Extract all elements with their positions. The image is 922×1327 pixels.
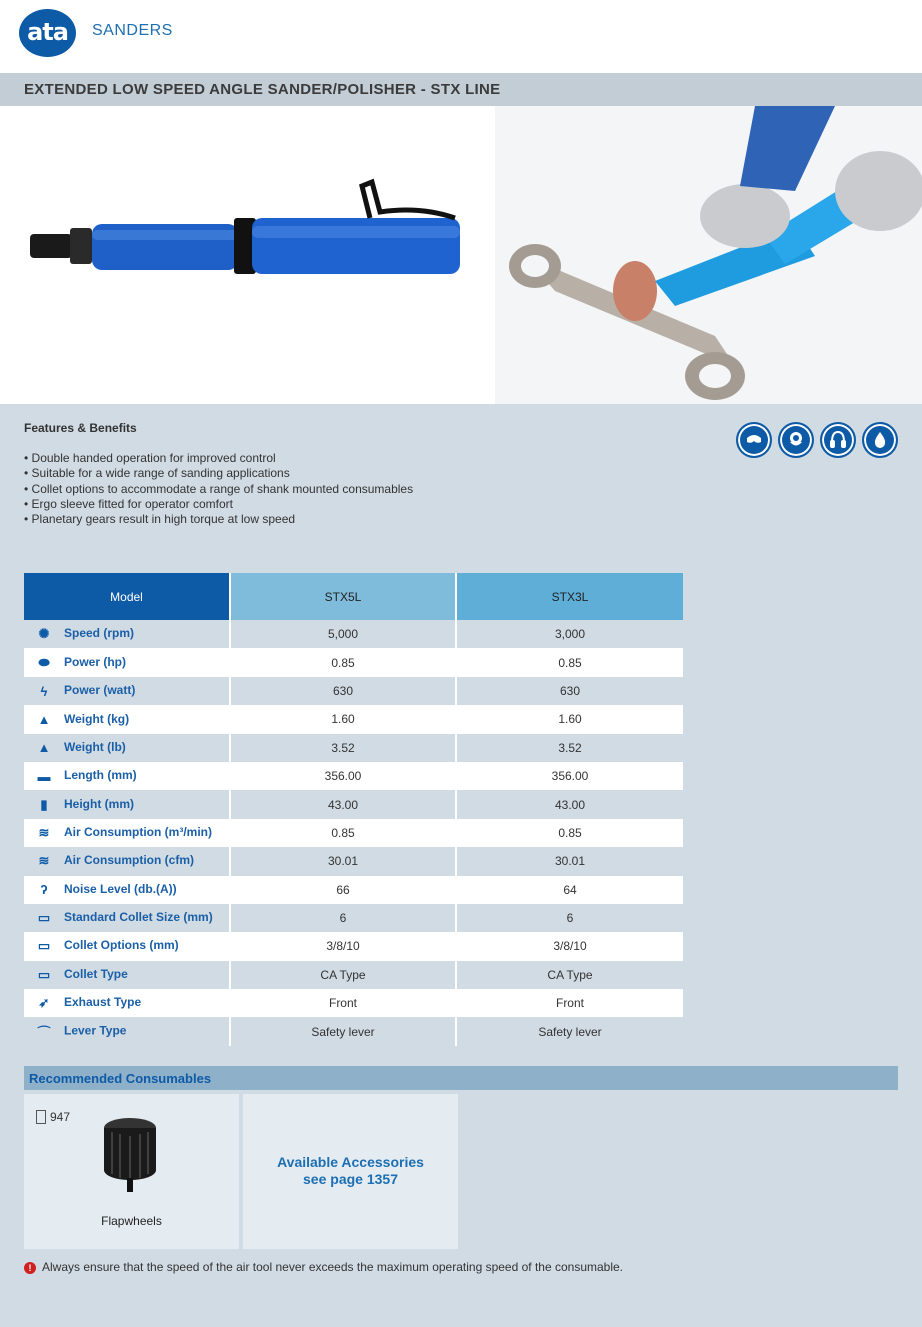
cell-stx3l: Front: [457, 989, 683, 1017]
table-row: [24, 932, 683, 960]
ear-protection-icon: [820, 422, 856, 458]
row-label: Power (hp): [64, 654, 126, 669]
cell-stx3l: 0.85: [457, 819, 683, 847]
row-label: Speed (rpm): [64, 626, 135, 641]
cell-stx3l: 356.00: [457, 762, 683, 790]
feature-item: • Suitable for a wide range of sanding applications: [24, 466, 413, 481]
lever-icon: ⌒: [37, 1025, 51, 1041]
speed-icon: ✺: [38, 626, 50, 642]
table-row: [24, 762, 683, 790]
tool-highlight: [92, 230, 238, 240]
flapwheels-label: Flapwheels: [101, 1214, 162, 1228]
cell-stx3l: Safety lever: [457, 1017, 683, 1045]
tool-collet: [30, 234, 72, 258]
length-icon: ▬: [37, 768, 51, 784]
consumables-title: Recommended Consumables: [29, 1071, 212, 1086]
warning-icon: !: [24, 1262, 36, 1274]
cell-stx5l: 0.85: [231, 648, 457, 676]
table-row: [24, 677, 683, 705]
tool-lever: [362, 182, 455, 218]
row-label: Noise Level (db.(A)): [64, 882, 177, 897]
table-row: [24, 819, 683, 847]
accessories-link[interactable]: [243, 1154, 458, 1188]
exhaust-icon: ➶: [38, 995, 50, 1011]
row-label: Weight (kg): [64, 711, 130, 726]
accessories-card[interactable]: [243, 1094, 458, 1249]
cell-stx3l: 630: [457, 677, 683, 705]
tool-highlight-rear: [252, 226, 460, 238]
application-photo: [495, 106, 922, 404]
cell-stx5l: 1.60: [231, 705, 457, 733]
glove-right: [835, 151, 922, 231]
collet-icon: ▭: [37, 910, 51, 926]
application-image: [495, 106, 922, 404]
cell-stx5l: 43.00: [231, 790, 457, 818]
flap-wheel: [613, 261, 657, 321]
cell-stx5l: 3/8/10: [231, 932, 457, 960]
accessories-line2: see page 1357: [303, 1171, 398, 1187]
document-icon: [36, 1110, 46, 1124]
row-label: Weight (lb): [64, 740, 126, 755]
cell-stx3l: CA Type: [457, 961, 683, 989]
cell-stx3l: 3,000: [457, 620, 683, 648]
consumables-header: [24, 1066, 898, 1090]
table-row: [24, 876, 683, 904]
cell-stx3l: 64: [457, 876, 683, 904]
cell-stx3l: 1.60: [457, 705, 683, 733]
page-title: EXTENDED LOW SPEED ANGLE SANDER/POLISHER - STX LINE: [24, 81, 501, 98]
part-number: [36, 1110, 70, 1124]
motor-icon: ⬬: [38, 654, 50, 670]
cell-stx5l: Safety lever: [231, 1017, 457, 1045]
cell-stx5l: Front: [231, 989, 457, 1017]
flapwheel-card[interactable]: [24, 1094, 239, 1249]
cell-stx5l: 66: [231, 876, 457, 904]
cell-stx5l: 0.85: [231, 819, 457, 847]
feature-item: • Ergo sleeve fitted for operator comfort: [24, 497, 413, 512]
model-stx3l-header: STX3L: [457, 573, 683, 620]
collet-icon: ▭: [37, 938, 51, 954]
ata-logo: ata: [19, 9, 76, 57]
section-name: SANDERS: [92, 22, 173, 39]
title-bar: [0, 73, 922, 106]
flapwheel-icon: [100, 1114, 160, 1192]
cell-stx5l: 5,000: [231, 620, 457, 648]
cell-stx5l: 3.52: [231, 734, 457, 762]
table-row: [24, 904, 683, 932]
air-icon: ≋: [38, 853, 50, 869]
row-label: Air Consumption (m³/min): [64, 825, 212, 840]
table-row: [24, 961, 683, 989]
accessories-line1: Available Accessories: [277, 1154, 424, 1170]
eye-protection-icon: [736, 422, 772, 458]
table-row: [24, 1017, 683, 1045]
feature-item: • Collet options to accommodate a range of shank mounted consumables: [24, 482, 413, 497]
dust-mask-icon: [778, 422, 814, 458]
weight-lb-icon: ▲: [37, 740, 51, 756]
spec-header-row: [24, 573, 683, 620]
table-row: [24, 790, 683, 818]
wrench-ring-hole-left: [521, 255, 549, 277]
feature-item: • Planetary gears result in high torque at low speed: [24, 512, 413, 527]
row-label: Exhaust Type: [64, 995, 142, 1010]
feature-item: • Double handed operation for improved control: [24, 451, 413, 466]
cell-stx5l: 30.01: [231, 847, 457, 875]
spec-table: [24, 573, 683, 1046]
cell-stx5l: 630: [231, 677, 457, 705]
cell-stx5l: 6: [231, 904, 457, 932]
cell-stx5l: CA Type: [231, 961, 457, 989]
row-label: Power (watt): [64, 683, 136, 698]
model-stx5l-header: STX5L: [231, 573, 457, 620]
table-row: [24, 847, 683, 875]
cell-stx5l: 356.00: [231, 762, 457, 790]
table-row: [24, 734, 683, 762]
table-row: [24, 620, 683, 648]
jacket-sleeve: [740, 106, 835, 191]
features-list: [24, 451, 413, 527]
wrench-ring-hole-right: [699, 364, 731, 388]
row-label: Standard Collet Size (mm): [64, 910, 213, 925]
cell-stx3l: 30.01: [457, 847, 683, 875]
collet-icon: ▭: [37, 966, 51, 982]
cell-stx3l: 43.00: [457, 790, 683, 818]
speed-warning: [24, 1260, 623, 1274]
row-label: Air Consumption (cfm): [64, 853, 194, 868]
tool-nose: [70, 228, 92, 264]
table-row: [24, 705, 683, 733]
features-title: Features & Benefits: [24, 421, 137, 435]
cell-stx3l: 0.85: [457, 648, 683, 676]
row-label: Length (mm): [64, 768, 137, 783]
cell-stx3l: 3/8/10: [457, 932, 683, 960]
air-icon: ≋: [38, 824, 50, 840]
height-icon: ▮: [40, 796, 48, 812]
cell-stx3l: 3.52: [457, 734, 683, 762]
row-label: Collet Type: [64, 967, 128, 982]
part-number-text: 947: [50, 1110, 71, 1124]
row-label: Collet Options (mm): [64, 938, 179, 953]
row-label: Height (mm): [64, 796, 134, 811]
row-label: Lever Type: [64, 1023, 127, 1038]
model-header: Model: [24, 573, 231, 620]
table-row: [24, 989, 683, 1017]
cell-stx3l: 6: [457, 904, 683, 932]
liquid-icon: [862, 422, 898, 458]
warning-text: Always ensure that the speed of the air tool never exceeds the maximum operating speed of the consumable.: [42, 1260, 624, 1274]
tool-image: [0, 106, 495, 404]
weight-kg-icon: ▲: [37, 712, 51, 728]
table-row: [24, 648, 683, 676]
bolt-icon: ϟ: [40, 683, 48, 699]
glove-left: [700, 184, 790, 248]
page-header: [0, 0, 922, 73]
ear-icon: ʔ: [40, 882, 48, 898]
